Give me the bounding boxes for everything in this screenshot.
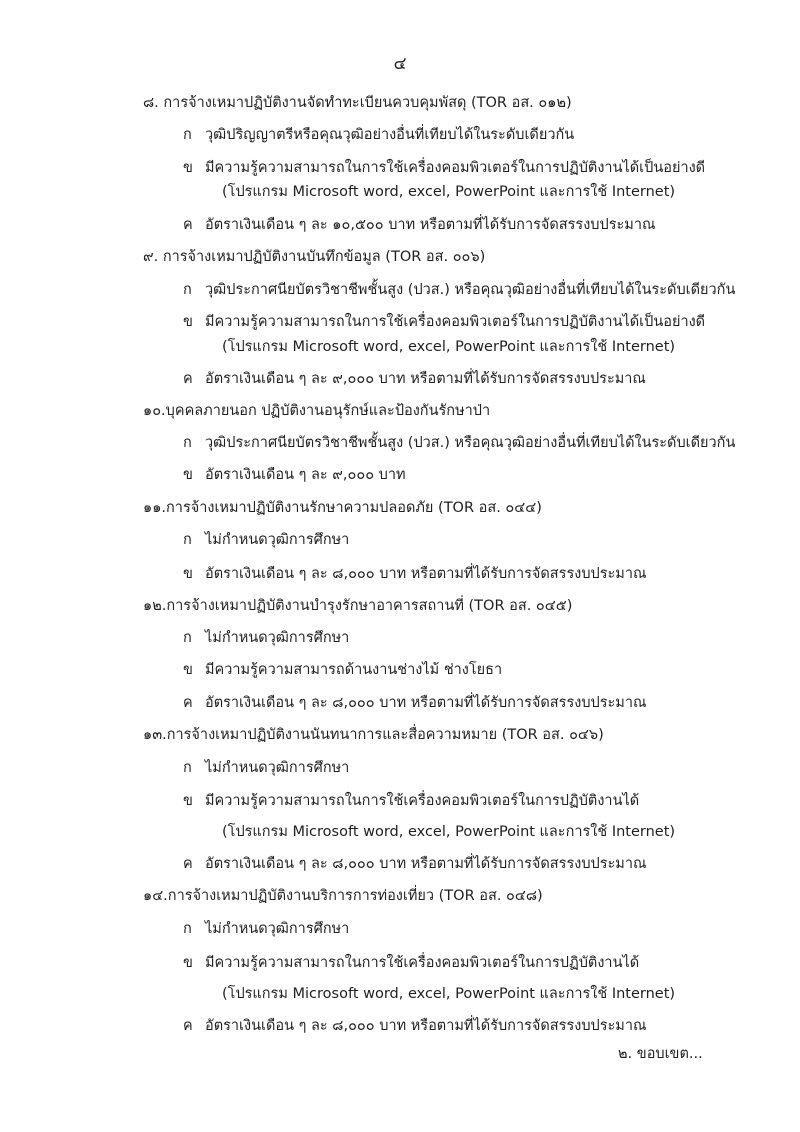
section-heading: ๑๒.การจ้างเหมาปฏิบัติงานบำรุงรักษาอาคารสถานที่ (TOR อส. ๐๔๕) [143,598,573,614]
item-letter: ค [183,695,193,711]
item-letter: ก [183,435,192,451]
item-text: ไม่กำหนดวุฒิการศึกษา [205,921,350,937]
item-letter: ค [183,1018,193,1034]
item-letter: ก [183,760,192,776]
section-heading: ๑๓.การจ้างเหมาปฏิบัติงานนันทนาการและสื่อความหมาย (TOR อส. ๐๔๖) [143,727,604,743]
item-text: อัตราเงินเดือน ๆ ละ ๘,๐๐๐ บาท หรือตามที่ได้รับการจัดสรรงบประมาณ [205,566,647,582]
item-letter: ค [183,856,193,872]
item-text: วุฒิปริญญาตรีหรือคุณวุฒิอย่างอื่นที่เทียบได้ในระดับเดียวกัน [205,127,575,143]
section-heading: ๑๑.การจ้างเหมาปฏิบัติงานรักษาความปลอดภัย (TOR อส. ๐๔๔) [143,500,542,516]
item-text: วุฒิประกาศนียบัตรวิชาชีพชั้นสูง (ปวส.) หรือคุณวุฒิอย่างอื่นที่เทียบได้ในระดับเดียวกัน [205,282,736,298]
item-text: อัตราเงินเดือน ๆ ละ ๙,๐๐๐ บาท [205,467,406,483]
item-text: ไม่กำหนดวุฒิการศึกษา [205,532,350,548]
item-text: อัตราเงินเดือน ๆ ละ ๘,๐๐๐ บาท หรือตามที่ได้รับการจัดสรรงบประมาณ [205,856,647,872]
item-text: อัตราเงินเดือน ๆ ละ ๘,๐๐๐ บาท หรือตามที่ได้รับการจัดสรรงบประมาณ [205,1018,647,1034]
item-letter: ก [183,282,192,298]
item-text: อัตราเงินเดือน ๆ ละ ๙,๐๐๐ บาท หรือตามที่ได้รับการจัดสรรงบประมาณ [205,371,646,387]
item-text: มีความรู้ความสามารถในการใช้เครื่องคอมพิวเตอร์ในการปฏิบัติงานได้ [205,793,640,809]
item-letter: ข [183,160,193,176]
section-heading: ๘. การจ้างเหมาปฏิบัติงานจัดทำทะเบียนควบคุมพัสดุ (TOR อส. ๐๑๒) [143,95,572,111]
item-letter: ข [183,566,193,582]
item-text: มีความรู้ความสามารถด้านงานช่างไม้ ช่างโยธา [205,662,503,678]
item-letter: ข [183,793,193,809]
item-letter: ค [183,371,193,387]
item-text: มีความรู้ความสามารถในการใช้เครื่องคอมพิวเตอร์ในการปฏิบัติงานได้เป็นอย่างดี [205,314,706,330]
item-text: มีความรู้ความสามารถในการใช้เครื่องคอมพิวเตอร์ในการปฏิบัติงานได้ [205,955,640,971]
section-heading: ๙. การจ้างเหมาปฏิบัติงานบันทึกข้อมูล (TOR อส. ๐๐๖) [143,249,486,265]
item-letter: ข [183,314,193,330]
item-text: วุฒิประกาศนียบัตรวิชาชีพชั้นสูง (ปวส.) หรือคุณวุฒิอย่างอื่นที่เทียบได้ในระดับเดียวกัน [205,435,736,451]
item-text: อัตราเงินเดือน ๆ ละ ๑๐,๕๐๐ บาท หรือตามที่ได้รับการจัดสรรงบประมาณ [205,217,656,233]
page-number: ๔ [393,54,407,74]
item-letter: ก [183,630,192,646]
item-text: ไม่กำหนดวุฒิการศึกษา [205,630,350,646]
item-text-continuation: (โปรแกรม Microsoft word, excel, PowerPoint และการใช้ Internet) [222,184,676,200]
item-letter: ก [183,921,192,937]
section-heading: ๑๔.การจ้างเหมาปฏิบัติงานบริการการท่องเที่ยว (TOR อส. ๐๔๘) [143,888,543,904]
item-text-continuation: (โปรแกรม Microsoft word, excel, PowerPoint และการใช้ Internet) [222,986,676,1002]
item-text: มีความรู้ความสามารถในการใช้เครื่องคอมพิวเตอร์ในการปฏิบัติงานได้เป็นอย่างดี [205,160,706,176]
continuation-footer: ๒. ขอบเขต... [618,1046,703,1062]
item-letter: ข [183,467,193,483]
item-letter: ก [183,532,192,548]
item-letter: ค [183,217,193,233]
item-letter: ข [183,955,193,971]
item-text: อัตราเงินเดือน ๆ ละ ๘,๐๐๐ บาท หรือตามที่ได้รับการจัดสรรงบประมาณ [205,695,647,711]
item-text: ไม่กำหนดวุฒิการศึกษา [205,760,350,776]
item-letter: ข [183,662,193,678]
item-letter: ก [183,127,192,143]
section-heading: ๑๐.บุคคลภายนอก ปฏิบัติงานอนุรักษ์และป้องกันรักษาป่า [143,403,491,419]
item-text-continuation: (โปรแกรม Microsoft word, excel, PowerPoint และการใช้ Internet) [222,339,676,355]
item-text-continuation: (โปรแกรม Microsoft word, excel, PowerPoint และการใช้ Internet) [222,824,676,840]
